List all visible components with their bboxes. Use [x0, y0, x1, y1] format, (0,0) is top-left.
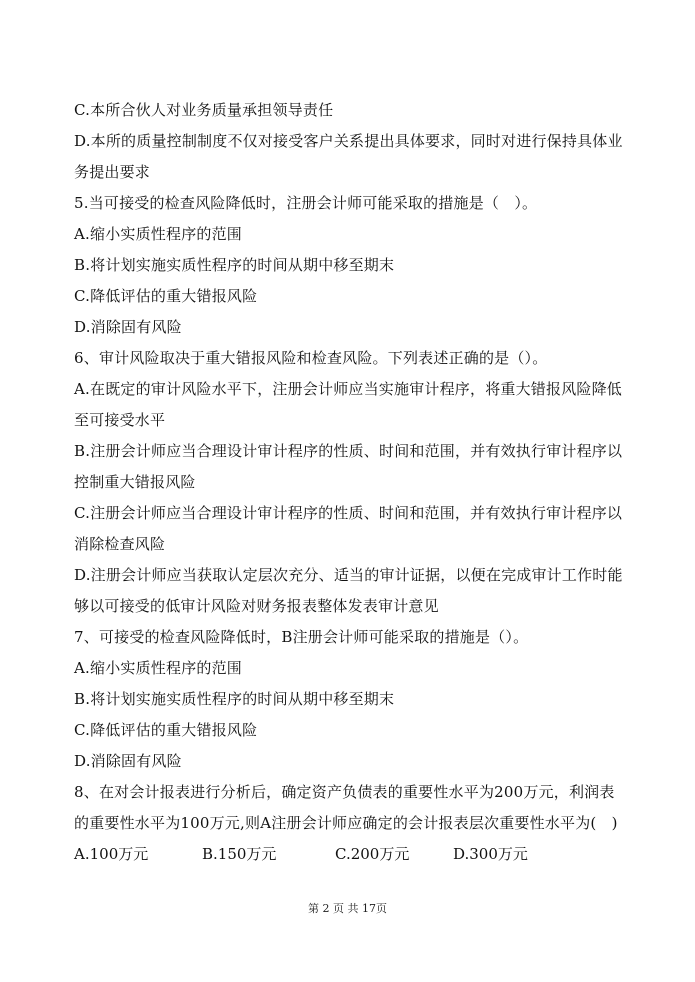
question-8: 8、在对会计报表进行分析后，确定资产负债表的重要性水平为200万元，利润表 — [74, 783, 615, 801]
option-line: B.注册会计师应当合理设计审计程序的性质、时间和范围，并有效执行审计程序以 — [74, 442, 623, 460]
option-line: C.降低评估的重大错报风险 — [74, 721, 258, 739]
option-line: B.将计划实施实质性程序的时间从期中移至期末 — [74, 256, 395, 274]
option-line: B.将计划实施实质性程序的时间从期中移至期末 — [74, 690, 395, 708]
question-8-continued: 的重要性水平为100万元,则A注册会计师应确定的会计报表层次重要性水平为( ) — [74, 814, 618, 832]
option-line: C.降低评估的重大错报风险 — [74, 287, 258, 305]
option-line: D.注册会计师应当获取认定层次充分、适当的审计证据，以便在完成审计工作时能 — [74, 566, 623, 584]
question-8-options — [74, 839, 654, 870]
option-line-continued: 消除检查风险 — [74, 535, 166, 553]
option-line: A.在既定的审计风险水平下，注册会计师应当实施审计程序，将重大错报风险降低 — [74, 380, 623, 398]
option-b: B.150万元 — [202, 845, 277, 863]
question-7: 7、可接受的检查风险降低时，B注册会计师可能采取的措施是（）。 — [74, 628, 529, 646]
option-d: D.300万元 — [453, 845, 528, 863]
option-line: D.消除固有风险 — [74, 752, 182, 770]
option-a: A.100万元 — [74, 845, 149, 863]
question-6: 6、审计风险取决于重大错报风险和检查风险。下列表述正确的是（）。 — [74, 349, 548, 367]
document-body — [74, 95, 654, 870]
text-line: 务提出要求 — [74, 163, 151, 181]
option-line: C.注册会计师应当合理设计审计程序的性质、时间和范围，并有效执行审计程序以 — [74, 504, 623, 522]
option-line-continued: 够以可接受的低审计风险对财务报表整体发表审计意见 — [74, 597, 439, 615]
page-footer: 第 2 页 共 17页 — [308, 902, 387, 915]
option-c: C.200万元 — [335, 845, 410, 863]
option-line-continued: 至可接受水平 — [74, 411, 166, 429]
option-line: A.缩小实质性程序的范围 — [74, 225, 243, 243]
option-line: D.消除固有风险 — [74, 318, 182, 336]
text-line: D.本所的质量控制制度不仅对接受客户关系提出具体要求，同时对进行保持具体业 — [74, 132, 623, 150]
question-5: 5.当可接受的检查风险降低时，注册会计师可能采取的措施是（ ）。 — [74, 194, 538, 212]
option-line-continued: 控制重大错报风险 — [74, 473, 196, 491]
option-line: A.缩小实质性程序的范围 — [74, 659, 243, 677]
text-line: C.本所合伙人对业务质量承担领导责任 — [74, 101, 334, 119]
